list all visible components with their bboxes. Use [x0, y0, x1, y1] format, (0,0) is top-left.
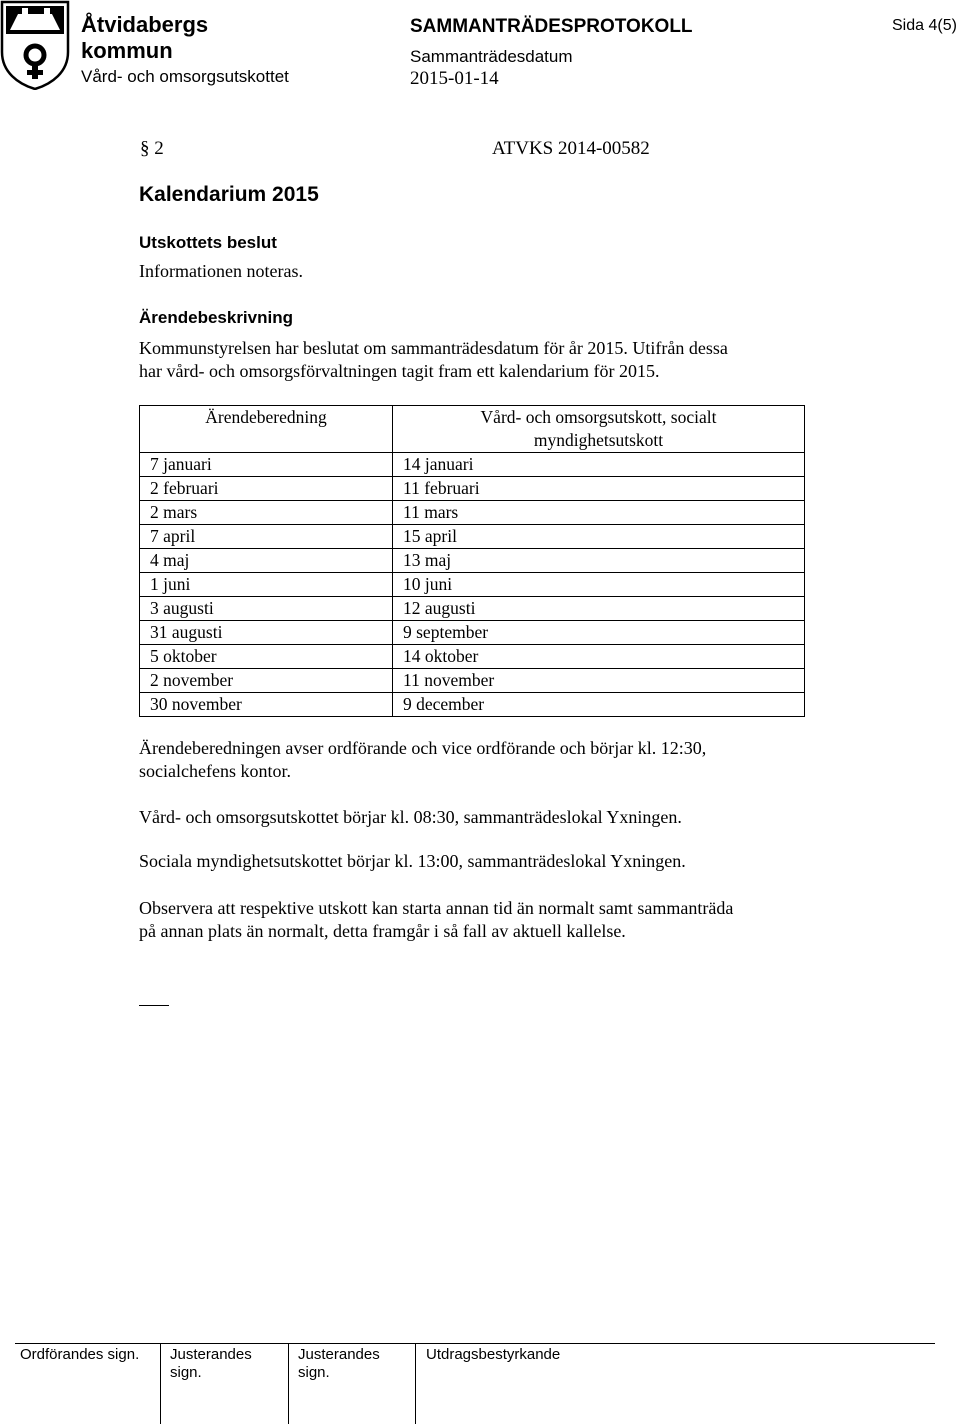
committee-date-cell: 9 september	[393, 621, 805, 645]
table-row	[140, 525, 805, 549]
adjuster-signature-label	[298, 1346, 380, 1382]
document-type: SAMMANTRÄDESPROTOKOLL	[410, 16, 693, 37]
coat-of-arms-shield-icon	[0, 0, 70, 90]
chair-signature-label: Ordförandes sign.	[20, 1346, 140, 1363]
table-row	[140, 669, 805, 693]
schedule-table	[139, 405, 805, 717]
note-paragraph: Vård- och omsorgsutskottet börjar kl. 08:30, sammanträdeslokal Yxningen.	[139, 807, 682, 827]
committee-name: Vård- och omsorgsutskottet	[81, 67, 289, 86]
committee-date-cell: 11 november	[393, 669, 805, 693]
committee-date-cell: 13 maj	[393, 549, 805, 573]
table-row	[140, 597, 805, 621]
meeting-date-label: Sammanträdesdatum	[410, 47, 573, 66]
description-text	[139, 337, 819, 383]
table-row	[140, 453, 805, 477]
footer-rule	[15, 1343, 935, 1344]
note-line: på annan plats än normalt, detta framgår i så fall av aktuell kallelse.	[139, 921, 626, 941]
adjuster-label-line: sign.	[298, 1364, 330, 1381]
note-paragraph: Sociala myndighetsutskottet börjar kl. 13:00, sammanträdeslokal Yxningen.	[139, 851, 686, 871]
committee-date-cell: 10 juni	[393, 573, 805, 597]
paragraph-number: § 2	[140, 138, 164, 159]
preparation-date-cell: 1 juni	[140, 573, 393, 597]
footer-divider	[415, 1344, 416, 1424]
adjuster-label-line: Justerandes	[298, 1346, 380, 1363]
table-row	[140, 645, 805, 669]
decision-text: Informationen noteras.	[139, 261, 303, 281]
table-row	[140, 549, 805, 573]
note-line: Observera att respektive utskott kan starta annan tid än normalt samt sammanträda	[139, 898, 734, 918]
committee-date-cell: 9 december	[393, 693, 805, 717]
preparation-date-cell: 30 november	[140, 693, 393, 717]
page-number: Sida 4(5)	[892, 17, 957, 34]
note-paragraph	[139, 737, 819, 783]
adjuster-label-line: sign.	[170, 1364, 202, 1381]
preparation-date-cell: 31 augusti	[140, 621, 393, 645]
preparation-date-cell: 3 augusti	[140, 597, 393, 621]
table-row	[140, 477, 805, 501]
note-line: Ärendeberedningen avser ordförande och vice ordförande och börjar kl. 12:30,	[139, 738, 707, 758]
organization-name-line2: kommun	[81, 38, 173, 63]
table-row	[140, 693, 805, 717]
case-number: ATVKS 2014-00582	[492, 138, 650, 159]
item-title: Kalendarium 2015	[139, 183, 319, 206]
description-line: har vård- och omsorgsförvaltningen tagit fram ett kalendarium för 2015.	[139, 361, 660, 381]
committee-date-cell: 11 februari	[393, 477, 805, 501]
column-header-line: Vård- och omsorgsutskott, socialt	[480, 407, 717, 427]
description-line: Kommunstyrelsen har beslutat om sammanträdesdatum för år 2015. Utifrån dessa	[139, 338, 728, 358]
meeting-date: 2015-01-14	[410, 68, 499, 89]
certifier-label: Utdragsbestyrkande	[426, 1346, 561, 1363]
committee-date-cell: 11 mars	[393, 501, 805, 525]
committee-date-cell: 15 april	[393, 525, 805, 549]
preparation-date-cell: 2 mars	[140, 501, 393, 525]
description-heading: Ärendebeskrivning	[139, 308, 293, 327]
column-header-line: myndighetsutskott	[533, 430, 664, 450]
table-row	[140, 573, 805, 597]
preparation-date-cell: 5 oktober	[140, 645, 393, 669]
committee-date-cell: 12 augusti	[393, 597, 805, 621]
preparation-date-cell: 7 januari	[140, 453, 393, 477]
adjuster-label-line: Justerandes	[170, 1346, 252, 1363]
table-header-row	[140, 406, 805, 453]
committee-date-cell: 14 januari	[393, 453, 805, 477]
end-rule	[139, 1005, 169, 1006]
preparation-date-cell: 7 april	[140, 525, 393, 549]
column-header: Ärendeberedning	[140, 406, 393, 453]
table-row	[140, 621, 805, 645]
preparation-date-cell: 2 november	[140, 669, 393, 693]
note-line: socialchefens kontor.	[139, 761, 291, 781]
adjuster-signature-label	[170, 1346, 252, 1382]
footer-divider	[288, 1344, 289, 1424]
preparation-date-cell: 2 februari	[140, 477, 393, 501]
organization-name: Åtvidabergs	[81, 12, 209, 37]
footer-divider	[160, 1344, 161, 1424]
note-paragraph	[139, 897, 819, 943]
committee-date-cell: 14 oktober	[393, 645, 805, 669]
column-header	[393, 406, 805, 453]
table-row	[140, 501, 805, 525]
preparation-date-cell: 4 maj	[140, 549, 393, 573]
decision-heading: Utskottets beslut	[139, 233, 277, 252]
